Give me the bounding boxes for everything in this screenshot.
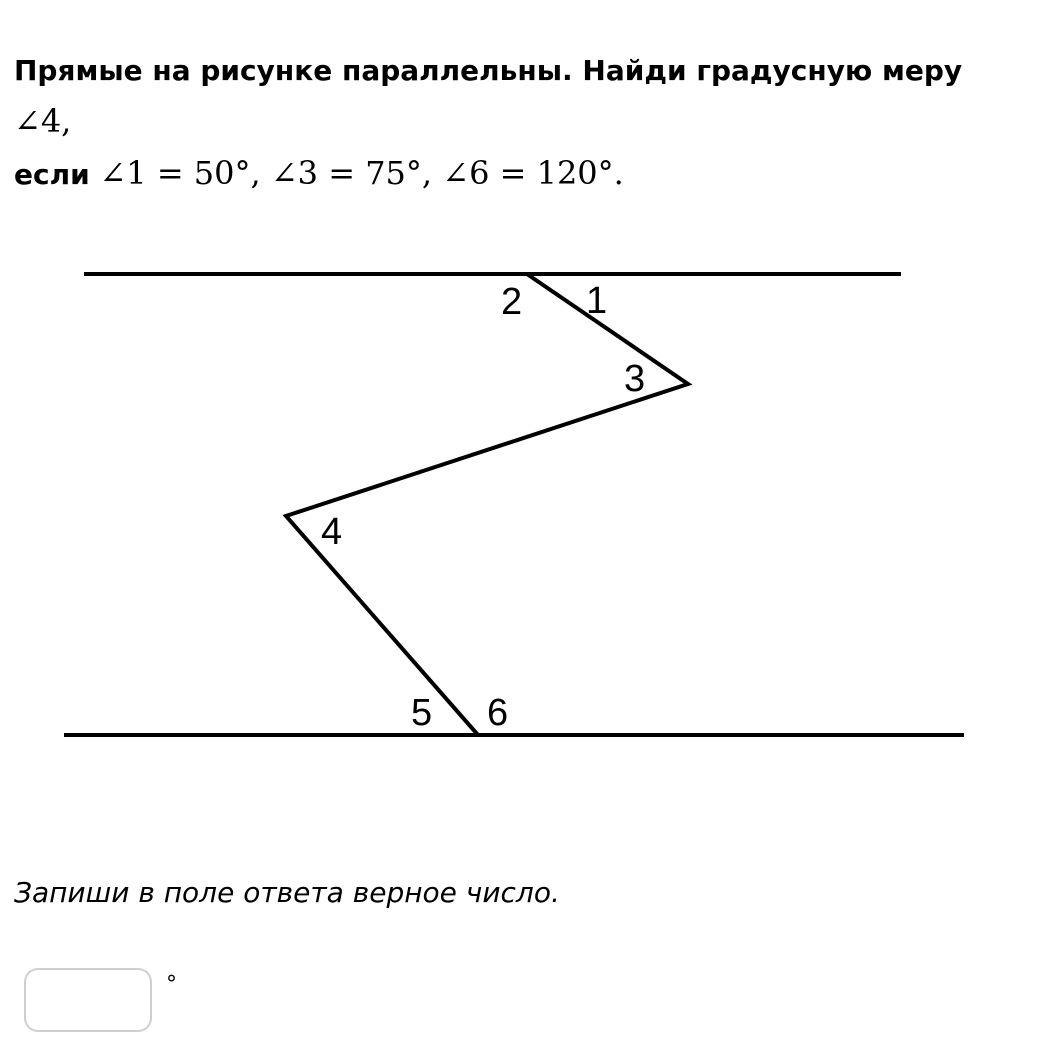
angle-label-2: 2	[501, 281, 523, 323]
task-math-line1: ∠4,	[14, 102, 72, 140]
degree-unit-label: °	[166, 972, 177, 997]
angle-label-6: 6	[487, 692, 509, 734]
zigzag-broken-line	[286, 274, 688, 735]
angle-label-1: 1	[586, 280, 608, 322]
answer-input[interactable]	[24, 968, 152, 1032]
answer-instruction: Запиши в поле ответа верное число.	[14, 876, 560, 909]
angle-label-5: 5	[411, 692, 433, 734]
angle-label-4: 4	[321, 511, 343, 553]
angle-label-3: 3	[624, 358, 646, 400]
task-math-line2: ∠1 = 50°, ∠3 = 75°, ∠6 = 120°.	[99, 154, 624, 192]
task-text-line1: Прямые на рисунке параллельны. Найди градусную меру	[14, 54, 963, 87]
task-text-line2: если	[14, 158, 100, 191]
